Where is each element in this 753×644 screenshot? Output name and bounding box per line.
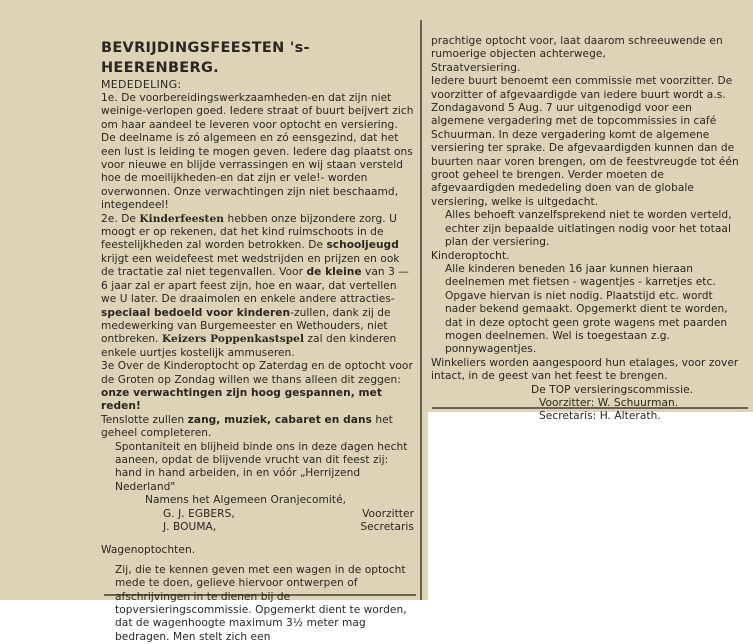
paragraph-straatversiering: Iedere buurt benoemt een commissie met voorzitter. De voorzitter of afgevaardigde van iedere buurt wordt a.s. Zondagavond 5 Aug. 7 uur uitgenodigd voor een algemene vergadering met de topcommissies in café Schuurman. In deze vergadering komt de algemene versiering ter sprake. De afgevaardigden kunnen dan de buurten naar voren brengen, om de feestvreugde tot één groot geheel te brengen. Verder moeten de afgevaardigden mededeling doen van de globale versiering, welke is uitgedacht. [431,75,739,208]
signature-intro: Namens het Algemeen Oranjecomité, [145,494,347,507]
left-column [101,38,414,644]
signature-line-1: G. J. EGBERS, Voorzitter [163,507,414,520]
section-heading-wagenoptochten: Wagenoptochten. [101,544,196,557]
paragraph-1: 1e. De voorbereidingswerkzaamheden-en dat zijn niet weinige-verlopen goed. Iedere straat of buurt beijvert zich om haar aandeel te leveren voor optocht en versiering. De deelname is zó algemeen en zó eensgezind, dat het een lust is leiding te mogen geven. Iedere dag plaatst ons voor nieuwe en blijde verrassingen en wij staan versteld hoe de moeilijkheden-en dat zijn er vele!- worden overwonnen. Onze verwachtingen zijn niet beschaamd, integendeel! [101,92,414,212]
subheading-mededeling: MEDEDELING: [101,78,182,91]
paragraph-3: 3e Over de Kinderoptocht op Zaterdag en de optocht voor de Groten op Zondag willen we thans alleen dit zeggen: onze verwachtingen zijn hoog gespannen, met reden! [101,360,413,413]
paragraph-kinderoptocht: Alle kinderen beneden 16 jaar kunnen hieraan deelnemen met fietsen - wagentjes - karretjes etc. [445,262,716,289]
right-column [431,35,745,424]
signature-voorzitter: Voorzitter: W. Schuurman. [539,396,679,409]
signature-line-2: J. BOUMA, Secretaris [163,521,414,533]
section-heading-straatversiering: Straatversiering. [431,61,521,74]
headline: BEVRIJDINGSFEESTEN 's-HEERENBERG. [101,40,310,76]
paragraph-continuation: prachtige optocht voor, laat daarom schreeuwende en rumoerige objecten achterwege, [431,35,723,61]
signature-secretaris: Secretaris: H. Alterath. [539,410,661,423]
paragraph-4: Tenslotte zullen zang, muziek, cabaret en dans het geheel completeren. [101,413,393,440]
paragraph-opgave: Opgave hiervan is niet nodig. Plaatstijd etc. wordt nader bekend gemaakt. Opgemerkt dient te worden, dat in deze optocht geen grote wagens met paarden mogen deelnemen. Wel is toegestaan z.g. ponnywagentjes. [445,289,728,356]
paragraph-winkeliers: Winkeliers worden aangespoord hun etalages, voor zover intact, in de geest van het feest te brengen. [431,356,739,383]
paragraph-alles: Alles behoeft vanzelfsprekend niet te worden verteld, echter zijn bepaalde uitlatingen nodig voor het totaal plan der versiering. [445,209,732,249]
column-divider [420,20,422,600]
paragraph-wagenoptochten: Zij, die te kennen geven met een wagen in de optocht mede te doen, gelieve hiervoor ontwerpen of afschrijvingen in te dienen bij de topversieringscommissie. Opgemerkt dient te worden, dat de wagenhoogte maximum 3½ meter mag bedragen. Men stelt zich een [115,563,407,643]
paragraph-2: 2e. De Kinderfeesten hebben onze bijzondere zorg. U moogt er op rekenen, dat het kind ruimschoots in de feestelijkheden zal worden betrokken. De schooljeugd krijgt een weidefeest met wedstrijden en prijzen en ook de tractatie zal niet tegenvallen. Voor de kleine van 3 — 6 jaar zal er apart feest zijn, hoe en waar, dat vertellen we U later. De draaimolen en enkele andere attracties-speciaal bedoeld voor kinderen-zullen, dank zij de medewerking van Burgemeester en Wethouders, niet ontbreken. Keizers Poppenkastspel zal den kinderen enkele uurtjes kostelijk ammuseren. [101,212,409,359]
section-heading-kinderoptocht: Kinderoptocht. [431,249,510,262]
paragraph-5: Spontaniteit en blijheid binde ons in deze dagen hecht aaneen, opdat de blijvende vrucht van dit feest zij: hand in hand arbeiden, in en vóór „Herrijzend Nederland" [115,440,408,493]
blank-area [428,412,753,600]
signature-committee: De TOP versieringscommissie. [531,383,694,396]
